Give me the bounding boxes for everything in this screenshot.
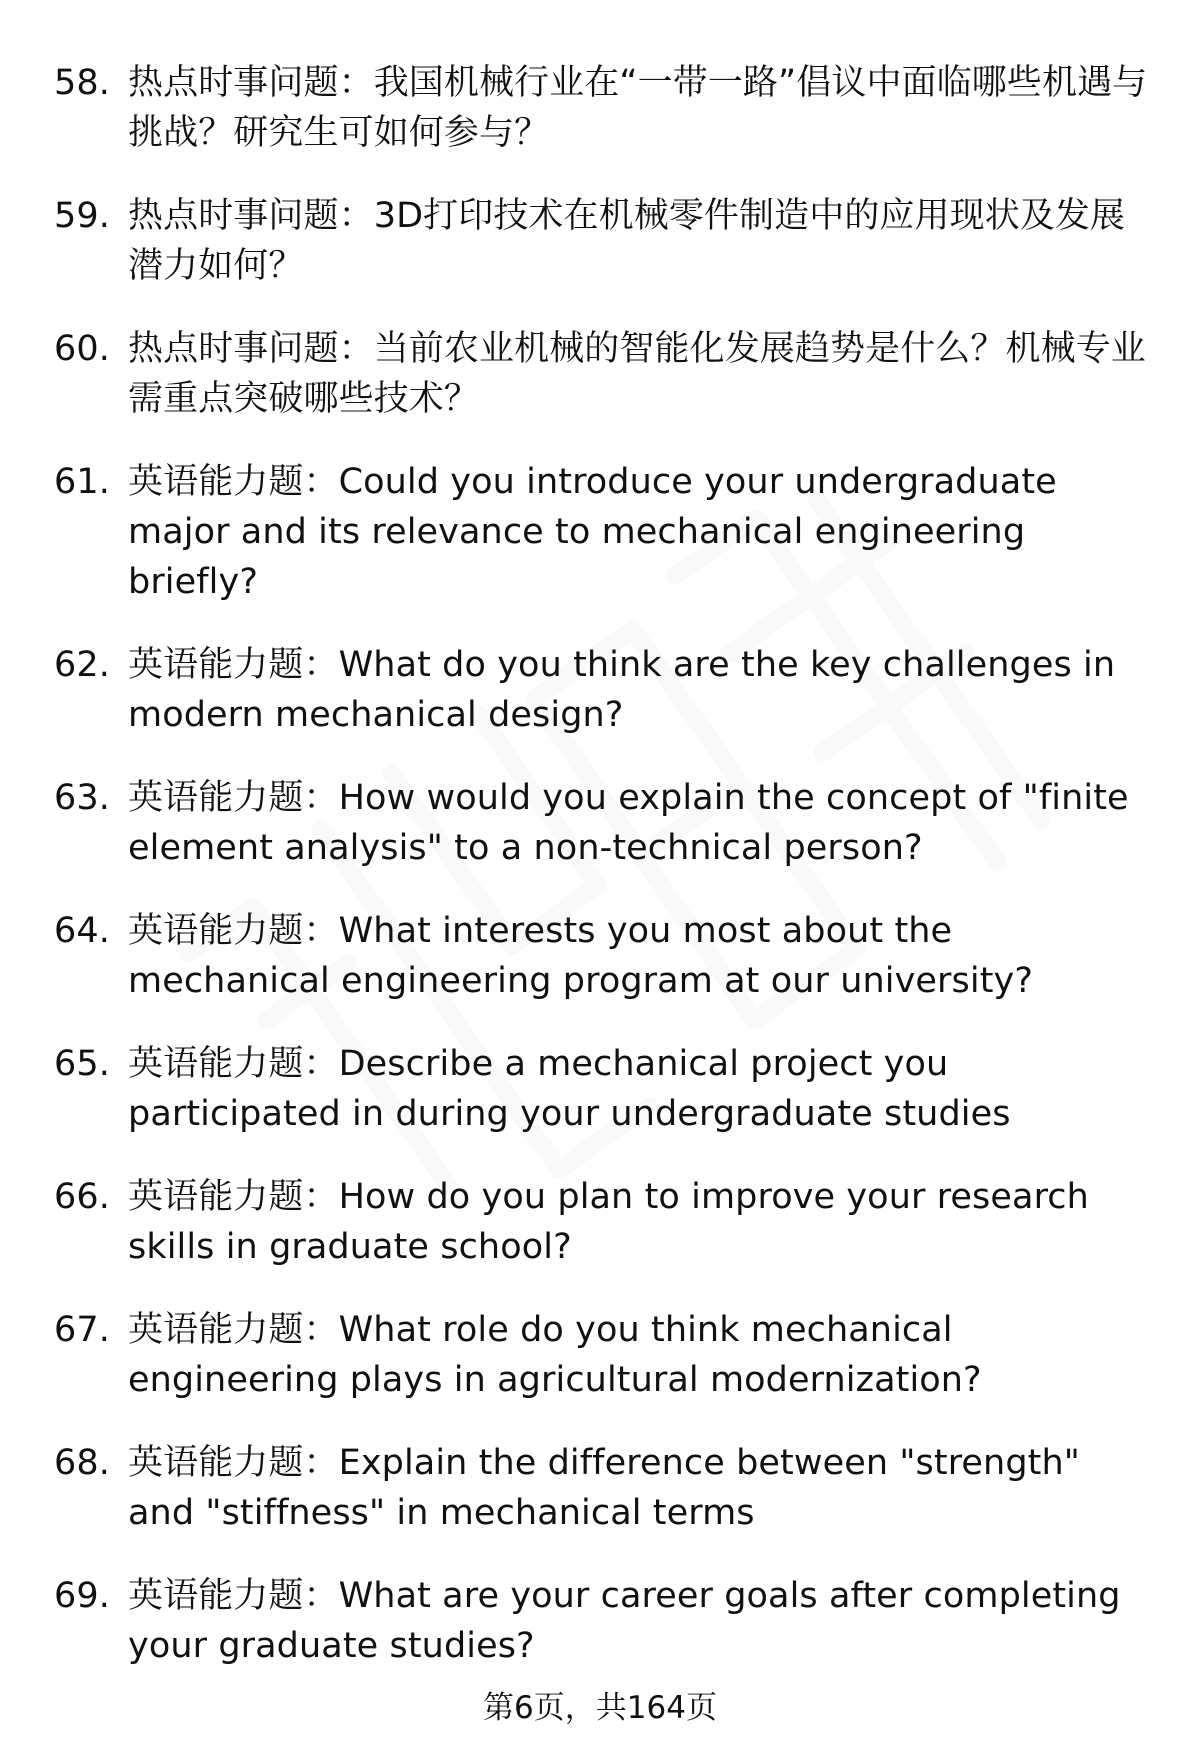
question-text: 英语能力题：Describe a mechanical project you participated in during your undergraduate studies	[128, 1044, 1011, 1134]
question-list	[54, 58, 1154, 1704]
question-text: 热点时事问题：3D打印技术在机械零件制造中的应用现状及发展潜力如何？	[128, 196, 1126, 286]
question-item	[54, 58, 1154, 158]
page-footer	[0, 1688, 1200, 1728]
question-text: 英语能力题：Explain the difference between "strength" and "stiffness" in mechanical terms	[128, 1443, 1080, 1533]
question-text: 英语能力题：How would you explain the concept of "finite element analysis" to a non-technical person?	[128, 778, 1129, 868]
question-number: 66.	[54, 1177, 110, 1217]
question-number: 58.	[54, 63, 110, 103]
page-number-label: 第6页，共164页	[483, 1690, 717, 1726]
question-item	[54, 1305, 1154, 1405]
question-text: 热点时事问题：我国机械行业在“一带一路”倡议中面临哪些机遇与挑战？研究生可如何参与？	[128, 63, 1148, 153]
question-number: 69.	[54, 1576, 110, 1616]
question-number: 68.	[54, 1443, 110, 1483]
question-number: 63.	[54, 778, 110, 818]
question-text: 英语能力题：What interests you most about the mechanical engineering program at our university?	[128, 911, 1034, 1001]
question-text: 英语能力题：What are your career goals after completing your graduate studies?	[128, 1576, 1121, 1666]
question-number: 65.	[54, 1044, 110, 1084]
question-text: 热点时事问题：当前农业机械的智能化发展趋势是什么？机械专业需重点突破哪些技术？	[128, 329, 1146, 419]
question-number: 61.	[54, 462, 110, 502]
question-item	[54, 1172, 1154, 1272]
question-number: 62.	[54, 645, 110, 685]
question-number: 60.	[54, 329, 110, 369]
question-item	[54, 1039, 1154, 1139]
question-text: 英语能力题：How do you plan to improve your research skills in graduate school?	[128, 1177, 1089, 1267]
question-item	[54, 640, 1154, 740]
question-text: 英语能力题：What role do you think mechanical engineering plays in agricultural modernization?	[128, 1310, 982, 1400]
question-item	[54, 324, 1154, 424]
question-item	[54, 191, 1154, 291]
question-number: 67.	[54, 1310, 110, 1350]
question-item	[54, 773, 1154, 873]
question-item	[54, 906, 1154, 1006]
question-text: 英语能力题：What do you think are the key challenges in modern mechanical design?	[128, 645, 1116, 735]
question-number: 59.	[54, 196, 110, 236]
question-text: 英语能力题：Could you introduce your undergraduate major and its relevance to mechanical engineering briefly?	[128, 462, 1057, 602]
question-item	[54, 1571, 1154, 1671]
question-item	[54, 457, 1154, 607]
question-number: 64.	[54, 911, 110, 951]
question-item	[54, 1438, 1154, 1538]
